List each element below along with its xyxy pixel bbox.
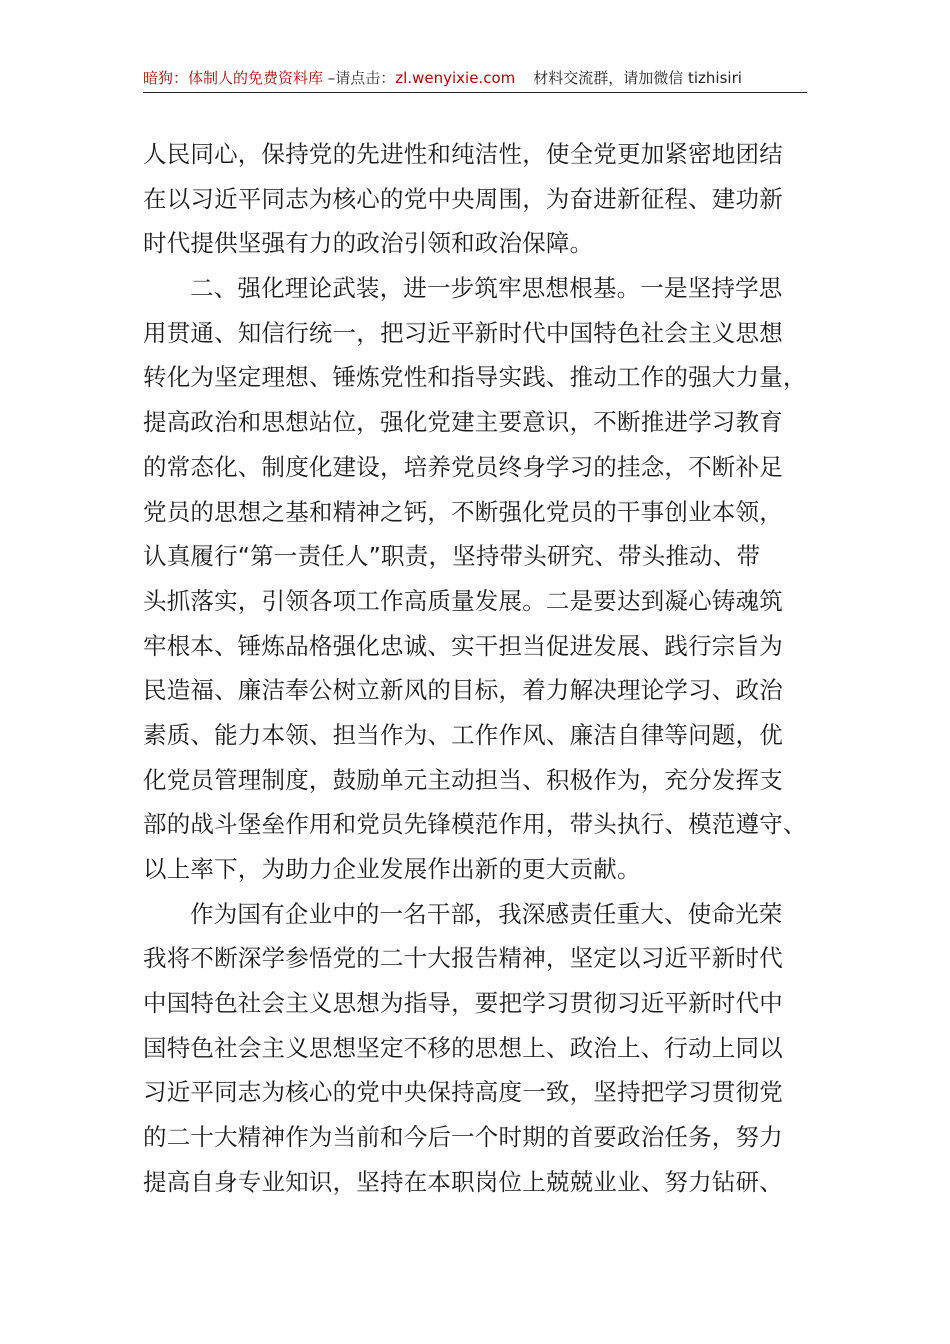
text-line: 作为国有企业中的一名干部，我深感责任重大、使命光荣 <box>190 899 783 928</box>
text-line: 以上率下，为助力企业发展作出新的更大贡献。 <box>143 855 641 883</box>
text-line: 在以习近平同志为核心的党中央周围，为奋进新征程、建功新 <box>143 184 783 213</box>
text-line: 党员的思想之基和精神之钙，不断强化党员的干事创业本领， <box>143 497 783 526</box>
text-line: 提高自身专业知识，坚持在本职岗位上兢兢业业、努力钻研、 <box>143 1167 783 1196</box>
text-line: 用贯通、知信行统一，把习近平新时代中国特色社会主义思想 <box>143 318 783 347</box>
text-line: 化党员管理制度，鼓励单元主动担当、积极作为，充分发挥支 <box>143 765 783 794</box>
text-line: 牢根本、锤炼品格强化忠诚、实干担当促进发展、践行宗旨为 <box>143 631 783 660</box>
text-line: 我将不断深学参悟党的二十大报告精神，坚定以习近平新时代 <box>143 944 783 973</box>
text-line: 民造福、廉洁奉公树立新风的目标，着力解决理论学习、政治 <box>143 676 783 705</box>
text-line: 头抓落实，引领各项工作高质量发展。二是要达到凝心铸魂筑 <box>143 586 783 615</box>
text-line: 时代提供坚强有力的政治引领和政治保障。 <box>143 229 594 258</box>
text-line: 的二十大精神作为当前和今后一个时期的首要政治任务，努力 <box>143 1123 783 1152</box>
text-line: 认真履行“第一责任人”职责，坚持带头研究、带头推动、带 <box>143 542 761 571</box>
page-header <box>143 66 807 93</box>
text-line: 习近平同志为核心的党中央保持高度一致，坚持把学习贯彻党 <box>143 1078 783 1107</box>
text-line: 素质、能力本领、担当作为、工作作风、廉洁自律等问题，优 <box>143 720 783 749</box>
text-line: 部的战斗堡垒作用和党员先锋模范作用，带头执行、模范遵守、 <box>143 810 807 839</box>
text-line: 转化为坚定理想、锤炼党性和指导实践、推动工作的强大力量， <box>143 363 807 392</box>
text-line: 二、强化理论武装，进一步筑牢思想根基。一是坚持学思 <box>190 274 783 303</box>
header-brand: 暗狗：体制人的免费资料库 <box>143 69 324 87</box>
text-line: 的常态化、制度化建设，培养党员终身学习的挂念，不断补足 <box>143 452 783 481</box>
text-line: 国特色社会主义思想坚定不移的思想上、政治上、行动上同以 <box>143 1033 783 1062</box>
header-wechat-note: 材料交流群，请加微信 tizhisiri <box>533 69 742 87</box>
text-line: 人民同心，保持党的先进性和纯洁性，使全党更加紧密地团结 <box>143 140 783 168</box>
text-line: 中国特色社会主义思想为指导，要把学习贯彻习近平新时代中 <box>143 989 783 1018</box>
header-click-prompt: –请点击： <box>323 69 396 87</box>
text-line: 提高政治和思想站位，强化党建主要意识，不断推进学习教育 <box>143 408 783 437</box>
document-body <box>143 132 807 1205</box>
header-url-link[interactable]: zl.wenyixie.com <box>395 69 516 87</box>
